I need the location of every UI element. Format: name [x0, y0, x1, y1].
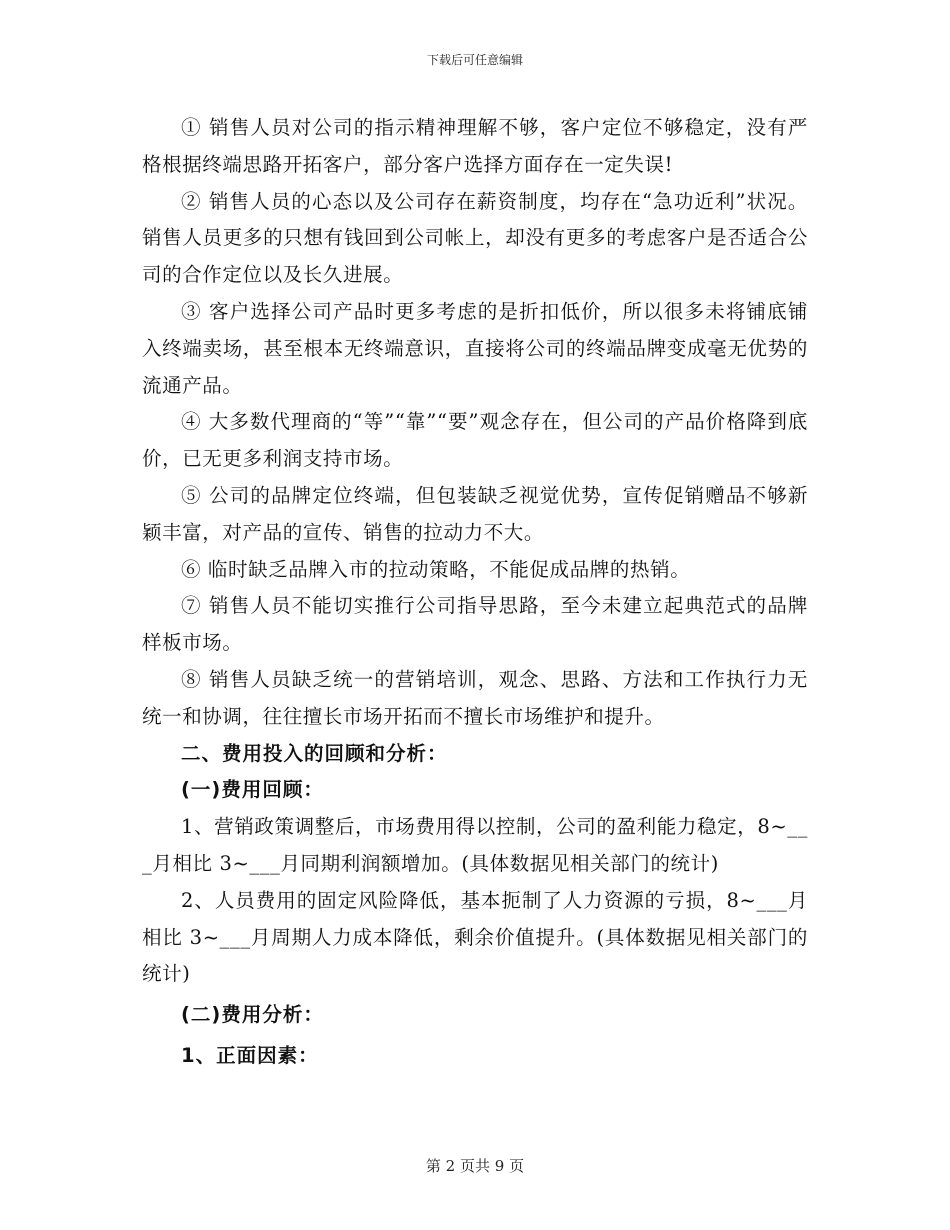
page-footer: 第 2 页共 9 页 [425, 1157, 525, 1175]
paragraph-cost-review-2: 2、人员费用的固定风险降低，基本扼制了人力资源的亏损，8~___月相比 3~___月周期人力成本降低，剩余价值提升。(具体数据见相关部门的统计) [142, 888, 808, 986]
subsection-heading-positive-factors: 1、正面因素： [181, 1043, 319, 1067]
subsection-heading-cost-analysis: (二)费用分析： [181, 1003, 324, 1027]
paragraph-cost-review-1: 1、营销政策调整后，市场费用得以控制，公司的盈利能力稳定，8~___月相比 3~___月同期利润额增加。(具体数据见相关部门的统计) [142, 815, 808, 875]
paragraph-3: ③ 客户选择公司产品时更多考虑的是折扣低价，所以很多未将铺底铺入终端卖场，甚至根本无终端意识，直接将公司的终端品牌变成毫无优势的流通产品。 [142, 299, 808, 397]
paragraph-7: ⑦ 销售人员不能切实推行公司指导思路，至今未建立起典范式的品牌样板市场。 [142, 594, 808, 655]
section-heading-2: 二、费用投入的回顾和分析： [181, 741, 448, 765]
paragraph-5: ⑤ 公司的品牌定位终端，但包装缺乏视觉优势，宣传促销赠品不够新颖丰富，对产品的宣传、销售的拉动力不大。 [142, 483, 808, 544]
paragraph-8: ⑧ 销售人员缺乏统一的营销培训，观念、思路、方法和工作执行力无统一和协调，往往擅长市场开拓而不擅长市场维护和提升。 [142, 667, 808, 728]
page-header: 下载后可任意编辑 [426, 53, 523, 67]
paragraph-4: ④ 大多数代理商的“等”“靠”“要”观念存在，但公司的产品价格降到底价，已无更多利润支持市场。 [142, 410, 808, 471]
paragraph-1: ① 销售人员对公司的指示精神理解不够，客户定位不够稳定，没有严格根据终端思路开拓客户，部分客户选择方面存在一定失误! [142, 116, 808, 176]
paragraph-6: ⑥ 临时缺乏品牌入市的拉动策略，不能促成品牌的热销。 [181, 557, 691, 581]
subsection-heading-cost-review: (一)费用回顾： [181, 778, 324, 802]
paragraph-2: ② 销售人员的心态以及公司存在薪资制度，均存在“急功近利”状况。销售人员更多的只想有钱回到公司帐上，却没有更多的考虑客户是否适合公司的合作定位以及长久进展。 [142, 189, 808, 287]
document-body [142, 110, 808, 1075]
